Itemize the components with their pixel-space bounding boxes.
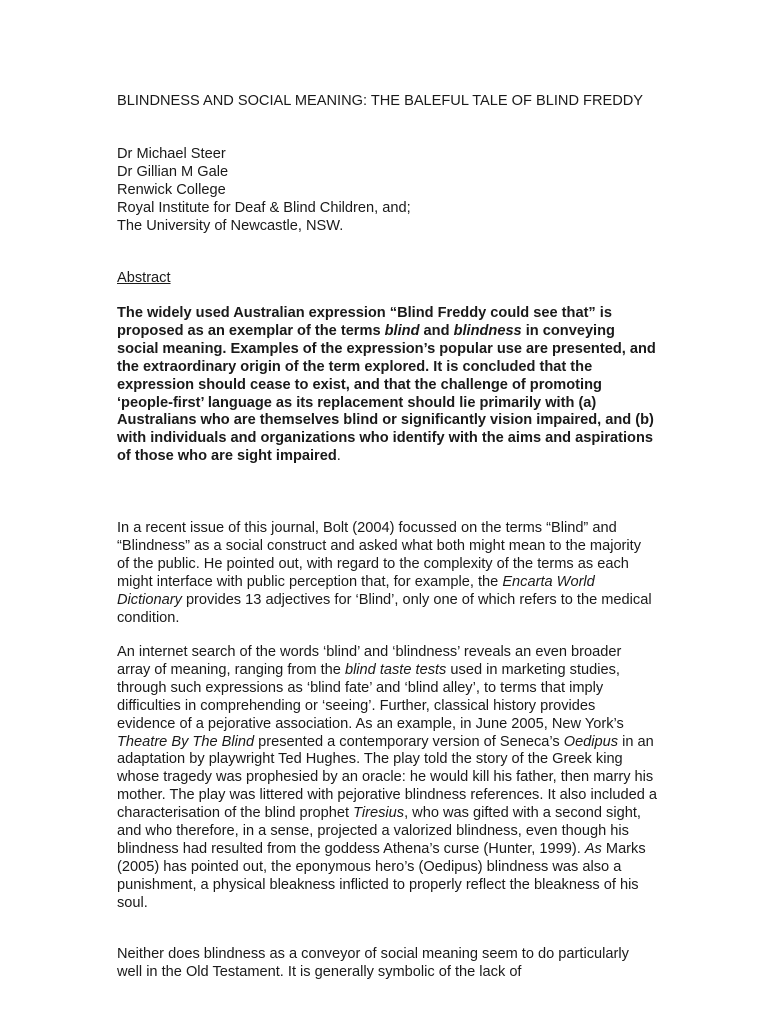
paragraph-span: , who was gifted with a second sight, and who therefore, in a sense, projected a valorized blindness, even though his blindness had resulted from the goddess Athena’s curse (Hunter, 1999).: [117, 805, 641, 857]
abstract-italic: blindness: [453, 322, 522, 339]
paragraph-span: used in marketing studies, through such expressions as ‘blind fate’ and ‘blind alley’, to terms that imply difficulties in comprehending or ‘seeing’. Further, classical history provides evidence of a pejorative association. As an example, in June 2005, New York’s: [117, 661, 624, 732]
paragraph-italic: Oedipus: [563, 733, 619, 750]
body-paragraph-2: [117, 644, 657, 913]
author-line: Dr Michael Steer: [117, 146, 226, 162]
paragraph-italic: Encarta World Dictionary: [117, 573, 595, 608]
abstract-period: .: [336, 448, 341, 465]
paragraph-span: provides 13 adjectives for ‘Blind’, only one of which refers to the medical condition.: [117, 591, 652, 626]
paragraph-italic: Tiresius: [353, 805, 405, 822]
abstract-span: and: [419, 322, 454, 339]
paragraph-italic: Theatre By The Blind: [117, 733, 255, 750]
abstract-text: [117, 305, 657, 466]
abstract-italic: blind: [384, 322, 420, 339]
abstract-span: The widely used Australian expression “Blind Freddy could see that” is proposed as an exemplar of the terms: [117, 305, 612, 339]
document-title: BLINDNESS AND SOCIAL MEANING: THE BALEFUL TALE OF BLIND FREDDY: [117, 93, 644, 109]
affiliation-line: Royal Institute for Deaf & Blind Children, and;: [117, 199, 411, 216]
author-block: [117, 146, 657, 236]
paragraph-span: Marks (2005) has pointed out, the eponymous hero’s (Oedipus) blindness was also a punishment, a physical bleakness inflicted to properly reflect the bleakness of his soul.: [117, 840, 646, 911]
body-paragraph-1: [117, 520, 657, 627]
paragraph-italic: blind taste tests: [344, 661, 447, 678]
paragraph-span: presented a contemporary version of Seneca’s: [254, 733, 564, 750]
paragraph-italic: As: [584, 840, 602, 857]
author-line: Dr Gillian M Gale: [117, 163, 229, 180]
paragraph-span: An internet search of the words ‘blind’ and ‘blindness’ reveals an even broader array of meaning, ranging from the: [117, 644, 622, 678]
paragraph-span: In a recent issue of this journal, Bolt (2004) focussed on the terms “Blind” and “Blindness” as a social construct and asked what both might mean to the majority of the public. He pointed out, with regard to the complexity of the terms as each might interface with public perception that, for example, the: [117, 520, 642, 590]
abstract-heading: Abstract: [117, 270, 171, 286]
paragraph-span: Neither does blindness as a conveyor of social meaning seem to do particularly well in the Old Testament. It is generally symbolic of the lack of: [117, 946, 629, 980]
affiliation-line: Renwick College: [117, 181, 226, 198]
body-paragraph-3: [117, 946, 657, 982]
affiliation-line: The University of Newcastle, NSW.: [117, 217, 344, 234]
abstract-span: in conveying social meaning. Examples of the expression’s popular use are presented, and the extraordinary origin of the term explored. It is concluded that the expression should cease to exist, and that the challenge of promoting ‘people-first’ language as its replacement should lie primarily with (a) Australians who are themselves blind or significantly vision impaired, and (b) with individuals and organizations who identify with the aims and aspirations of those who are sight impaired: [117, 322, 656, 465]
paragraph-span: in an adaptation by playwright Ted Hughes. The play told the story of the Greek king whose tragedy was prophesied by an oracle: he would kill his father, then marry his mother. The play was littered with pejorative blindness references. It also included a characterisation of the blind prophet: [117, 733, 657, 822]
